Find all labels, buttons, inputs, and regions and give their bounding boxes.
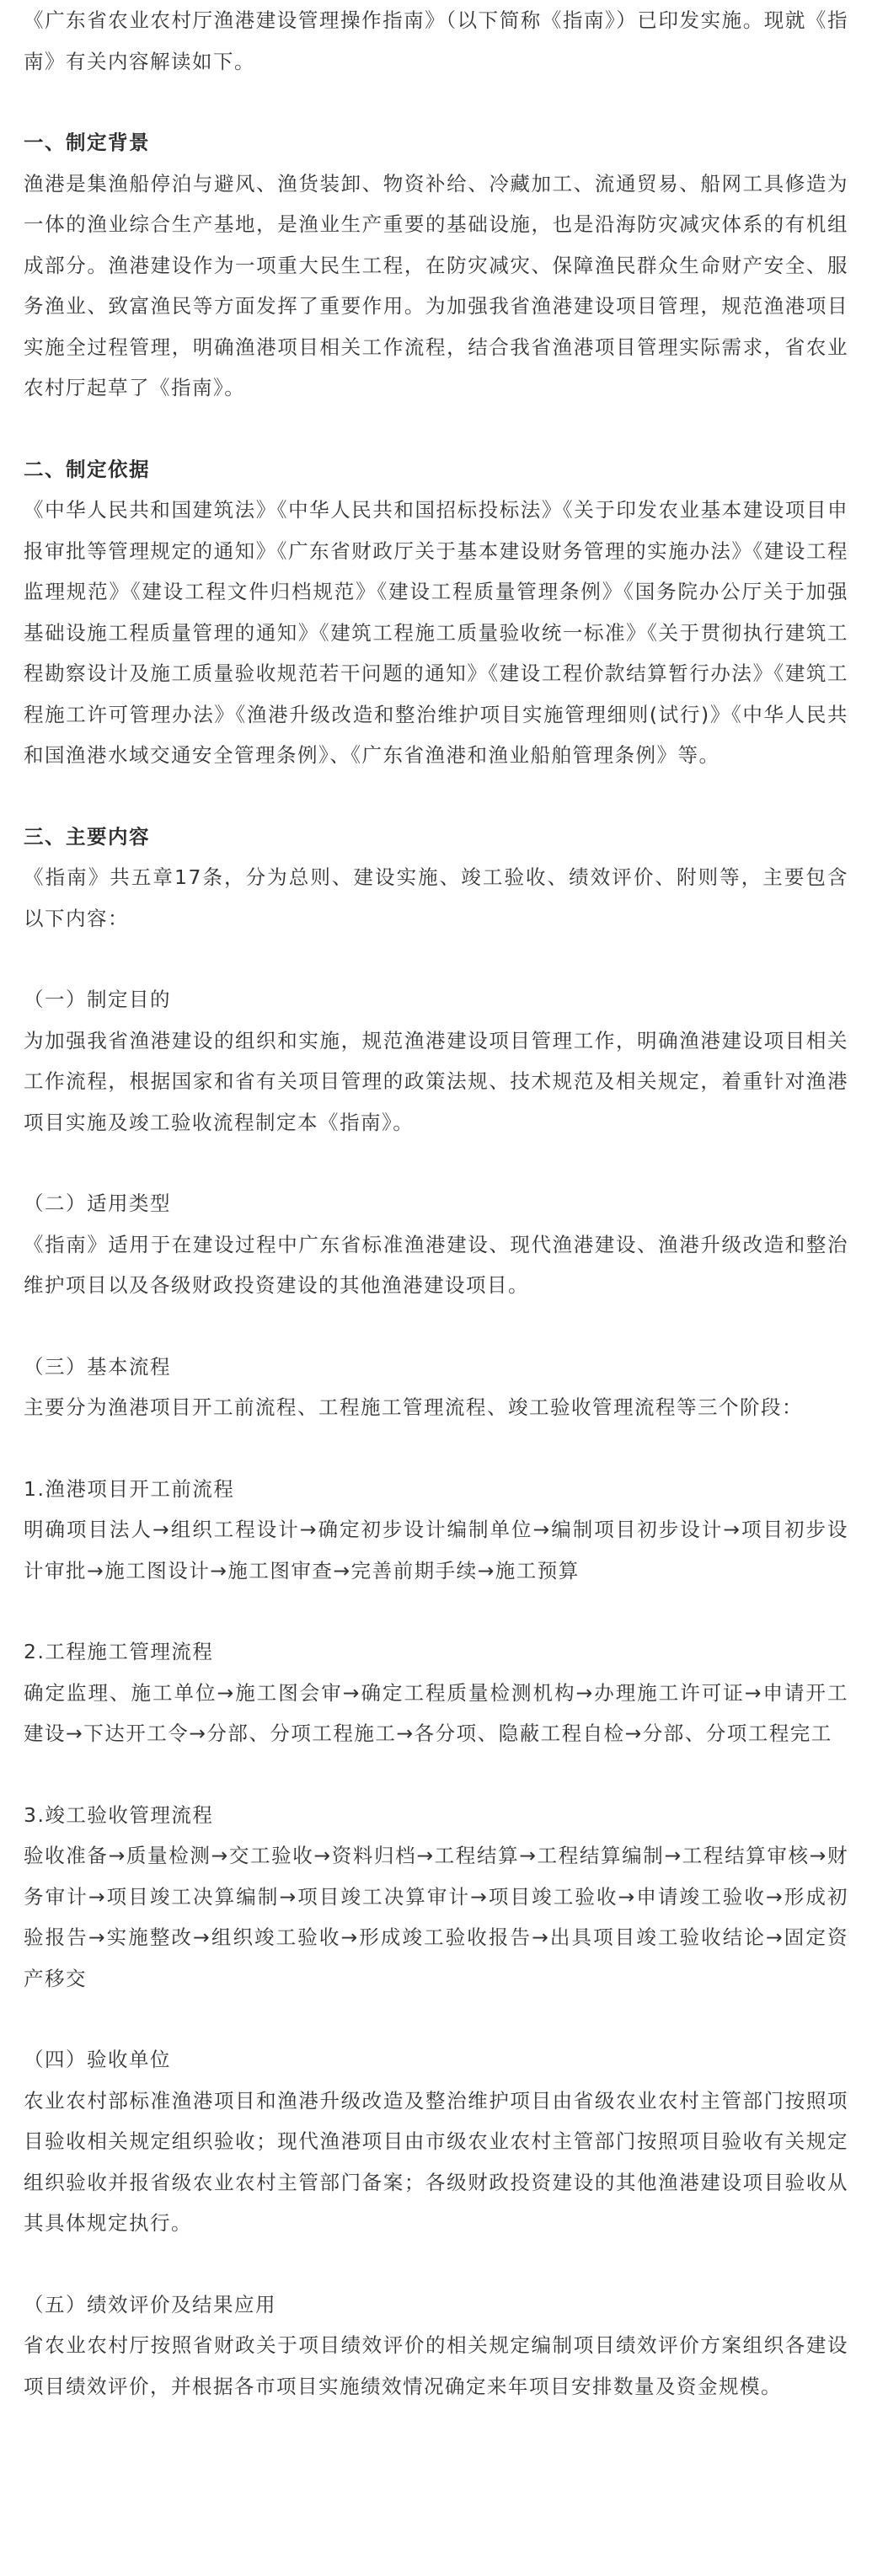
subsection-title-acceptance-unit: （四）验收单位 <box>24 2048 171 2071</box>
spacer <box>24 1591 848 1631</box>
process-paragraph: 主要分为渔港项目开工前流程、工程施工管理流程、竣工验收管理流程等三个阶段： <box>24 1395 803 1419</box>
flow-title-acceptance: 3.竣工验收管理流程 <box>24 1802 214 1827</box>
subsection-title-process: （三）基本流程 <box>24 1354 171 1379</box>
spacer <box>24 2244 848 2284</box>
section-heading-basis: 二、制定依据 <box>24 457 150 481</box>
performance-paragraph: 省农业农村厅按照省财政关于项目绩效评价的相关规定编制项目绩效评价方案组织各建设项目绩效评价，并根据各市项目实施绩效情况确定来年项目安排数量及资金规模。 <box>24 2333 848 2398</box>
flow-steps-construction: 确定监理、施工单位→施工图会审→确定工程质量检测机构→办理施工许可证→申请开工建设→下达开工令→分部、分项工程施工→各分项、隐蔽工程自检→分部、分项工程完工 <box>24 1680 848 1745</box>
flow-steps-acceptance: 验收准备→质量检测→交工验收→资料归档→工程结算→工程结算编制→工程结算审核→财务审计→项目竣工决算编制→项目竣工决算审计→项目竣工验收→申请竣工验收→形成初验报告→实施整改→组织竣工验收→形成竣工验收报告→出具项目竣工验收结论→固定资产移交 <box>24 1844 848 1990</box>
subsection-title-performance: （五）绩效评价及结果应用 <box>24 2292 276 2316</box>
intro-paragraph: 《广东省农业农村厅渔港建设管理操作指南》（以下简称《指南》）已印发实施。现就《指南》有关内容解读如下。 <box>24 8 848 73</box>
spacer <box>24 409 848 449</box>
spacer <box>24 776 848 817</box>
main-content-intro: 《指南》共五章17条，分为总则、建设实施、竣工验收、绩效评价、附则等，主要包含以下内容： <box>24 865 848 930</box>
scope-paragraph: 《指南》适用于在建设过程中广东省标准渔港建设、现代渔港建设、渔港升级改造和整治维护项目以及各级财政投资建设的其他渔港建设项目。 <box>24 1232 848 1297</box>
background-paragraph: 渔港是集渔船停泊与避风、渔货装卸、物资补给、冷藏加工、流通贸易、船网工具修造为一体的渔业综合生产基地，是渔业生产重要的基础设施，也是沿海防灾减灾体系的有机组成部分。渔港建设作为一项重大民生工程，在防灾减灾、保障渔民群众生命财产安全、服务渔业、致富渔民等方面发挥了重要作用。为加强我省渔港建设项目管理，规范渔港项目实施全过程管理，明确渔港项目相关工作流程，结合我省渔港项目管理实际需求，省农业农村厅起草了《指南》。 <box>24 171 848 399</box>
acceptance-unit-paragraph: 农业农村部标准渔港项目和渔港升级改造及整治维护项目由省级农业农村主管部门按照项目验收相关规定组织验收；现代渔港项目由市级农业农村主管部门按照项目验收有关规定组织验收并报省级农业农村主管部门备案；各级财政投资建设的其他渔港建设项目验收从其具体规定执行。 <box>24 2088 848 2235</box>
subsection-title-scope: （二）适用类型 <box>24 1192 171 1215</box>
spacer <box>24 1306 848 1347</box>
spacer <box>24 1428 848 1469</box>
purpose-paragraph: 为加强我省渔港建设的组织和实施，规范渔港建设项目管理工作，明确渔港建设项目相关工作流程，根据国家和省有关项目管理的政策法规、技术规范及相关规定，着重针对渔港项目实施及竣工验收流程制定本《指南》。 <box>24 1028 848 1134</box>
section-heading-background: 一、制定背景 <box>24 131 150 154</box>
spacer <box>24 939 848 979</box>
flow-title-construction: 2.工程施工管理流程 <box>24 1640 214 1663</box>
basis-paragraph: 《中华人民共和国建筑法》《中华人民共和国招标投标法》《关于印发农业基本建设项目申报审批等管理规定的通知》《广东省财政厅关于基本建设财务管理的实施办法》《建设工程监理规范》《建设工程文件归档规范》《建设工程质量管理条例》《国务院办公厅关于加强基础设施工程质量管理的通知》《建筑工程施工质量验收统一标准》《关于贯彻执行建筑工程勘察设计及施工质量验收规范若干问题的通知》《建设工程价款结算暂行办法》《建筑工程施工许可管理办法》《渔港升级改造和整治维护项目实施管理细则(试行)》《中华人民共和国渔港水域交通安全管理条例》、《广东省渔港和渔业船舶管理条例》等。 <box>24 498 848 767</box>
spacer <box>24 1143 848 1183</box>
spacer <box>24 1999 848 2039</box>
subsection-title-purpose: （一）制定目的 <box>24 988 171 1011</box>
spacer <box>24 1754 848 1795</box>
spacer <box>24 82 848 122</box>
flow-steps-pre-construction: 明确项目法人→组织工程设计→确定初步设计编制单位→编制项目初步设计→项目初步设计审批→施工图设计→施工图审查→完善前期手续→施工预算 <box>24 1518 848 1583</box>
section-heading-main-content: 三、主要内容 <box>24 824 150 849</box>
flow-title-pre-construction: 1.渔港项目开工前流程 <box>24 1476 235 1501</box>
